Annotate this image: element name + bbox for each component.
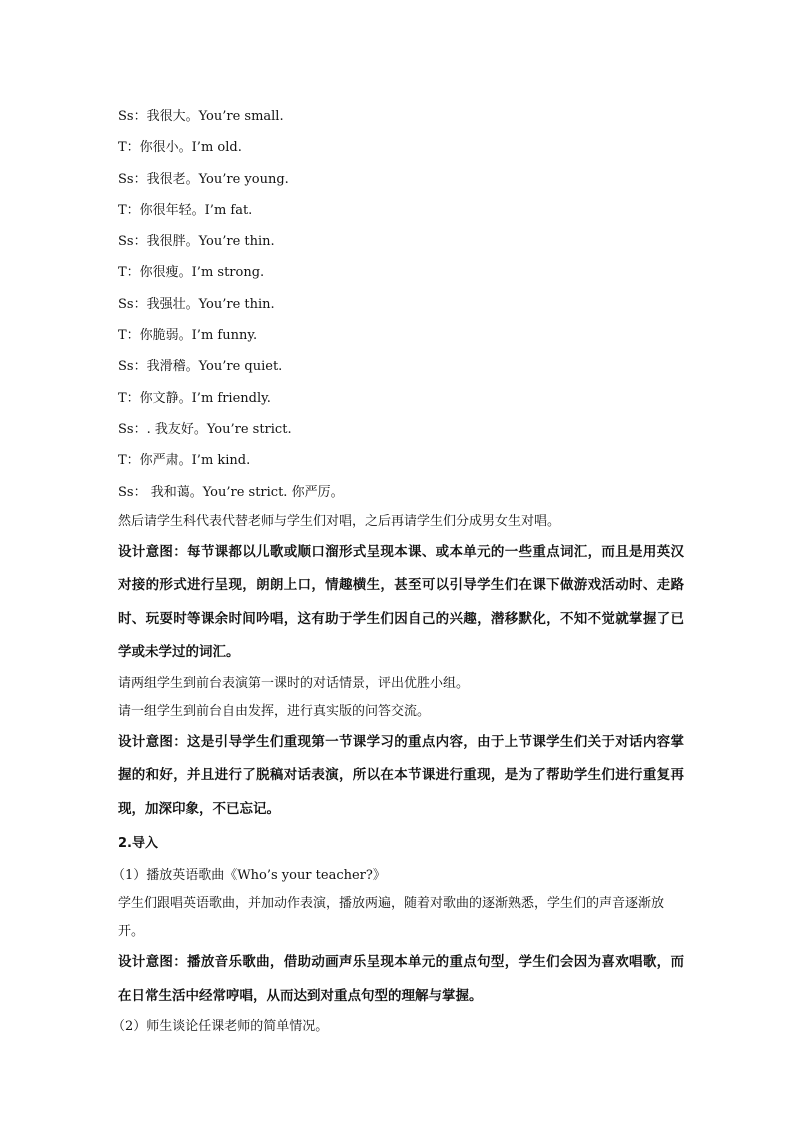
- dialogue-line: T：你文静。I’m friendly.: [118, 390, 271, 406]
- dialogue-block: [118, 101, 684, 508]
- dialogue-line: T：你很小。I’m old.: [118, 140, 242, 156]
- paragraph-performance: 请两组学生到前台表演第一课时的对话情景，评出优胜小组。: [118, 675, 470, 691]
- paragraph-free-talk: 请一组学生到前台自由发挥，进行真实版的问答交流。: [118, 703, 431, 719]
- dialogue-line: Ss：我很老。You’re young.: [118, 171, 289, 187]
- dialogue-line: Ss：. 我友好。You’re strict.: [118, 421, 292, 437]
- section-heading: 2.导入: [118, 836, 158, 852]
- paragraph-instruction: 然后请学生科代表代替老师与学生们对唱，之后再请学生们分成男女生对唱。: [118, 513, 561, 529]
- design-intent-paragraph: 设计意图：这是引导学生们重现第一节课学习的重点内容，由于上节课学生们关于对话内容掌握的和好，并且进行了脱稿对话表演，所以在本节课进行重现，是为了帮助学生们进行重复再现，加深印象，不已忘记。: [118, 733, 684, 817]
- dialogue-line: Ss：我滑稽。You’re quiet.: [118, 359, 283, 375]
- document-body: [112, 101, 684, 1041]
- dialogue-line: Ss： 我和蔼。You’re strict. 你严厉。: [118, 484, 344, 500]
- dialogue-line: T：你脆弱。I’m funny.: [118, 328, 258, 344]
- dialogue-line: Ss：我强壮。You’re thin.: [118, 296, 275, 312]
- dialogue-line: T：你严肃。I’m kind.: [118, 453, 251, 469]
- design-intent-paragraph: 设计意图：每节课都以儿歌或顺口溜形式呈现本课、或本单元的一些重点词汇，而且是用英汉对接的形式进行呈现，朗朗上口，情趣横生，甚至可以引导学生们在课下做游戏活动时、走路时、玩耍时等课余时间吟唱，这有助于学生们因自己的兴趣，潜移默化，不知不觉就掌握了已学或未学过的词汇。: [118, 543, 684, 661]
- dialogue-line: Ss：我很胖。You’re thin.: [118, 234, 275, 250]
- dialogue-line: T：你很年轻。I’m fat.: [118, 202, 253, 218]
- sub-item-discussion: （2）师生谈论任课老师的简单情况。: [112, 1019, 329, 1035]
- dialogue-line: Ss：我很大。You’re small.: [118, 109, 284, 124]
- design-intent-paragraph: 设计意图：播放音乐歌曲，借助动画声乐呈现本单元的重点句型，学生们会因为喜欢唱歌，而在日常生活中经常哼唱，从而达到对重点句型的理解与掌握。: [118, 954, 684, 1004]
- sub-item-song: （1）播放英语歌曲《Who’s your teacher?》: [112, 868, 386, 884]
- dialogue-line: T：你很瘦。I’m strong.: [118, 265, 265, 281]
- paragraph-singing: 学生们跟唱英语歌曲，并加动作表演，播放两遍，随着对歌曲的逐渐熟悉，学生们的声音逐渐放开。: [118, 896, 665, 940]
